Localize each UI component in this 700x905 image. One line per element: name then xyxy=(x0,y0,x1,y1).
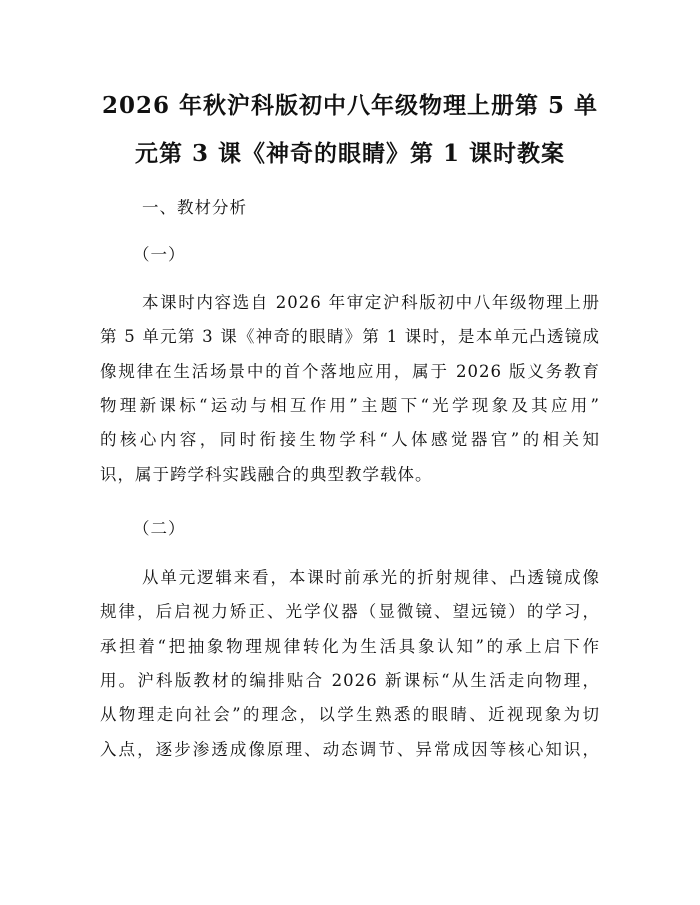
subsection-heading-2: （二） xyxy=(133,519,186,538)
paragraph-1-line-6: 识，属于跨学科实践融合的典型教学载体。 xyxy=(100,465,433,484)
paragraph-2-line-4: 用。沪科版教材的编排贴合 2026 新课标“从生活走向物理， xyxy=(100,671,600,690)
section-heading: 一、教材分析 xyxy=(142,198,247,217)
paragraph-1-line-2: 第 5 单元第 3 课《神奇的眼睛》第 1 课时，是本单元凸透镜成 xyxy=(100,327,600,346)
paragraph-1-line-1: 本课时内容选自 2026 年审定沪科版初中八年级物理上册 xyxy=(142,293,600,312)
paragraph-2-line-2: 规律，后启视力矫正、光学仪器（显微镜、望远镜）的学习， xyxy=(100,602,600,621)
paragraph-2-line-3: 承担着“把抽象物理规律转化为生活具象认知”的承上启下作 xyxy=(100,637,600,656)
paragraph-2-line-5: 从物理走向社会”的理念，以学生熟悉的眼睛、近视现象为切 xyxy=(100,705,600,724)
document-title-line-2: 元第 3 课《神奇的眼睛》第 1 课时教案 xyxy=(134,140,566,167)
paragraph-1-line-5: 的核心内容，同时衔接生物学科“人体感觉器官”的相关知 xyxy=(100,430,600,449)
paragraph-2-line-6: 入点，逐步渗透成像原理、动态调节、异常成因等核心知识， xyxy=(100,740,600,759)
paragraph-2-line-1: 从单元逻辑来看，本课时前承光的折射规律、凸透镜成像 xyxy=(142,568,600,587)
paragraph-1-line-3: 像规律在生活场景中的首个落地应用，属于 2026 版义务教育 xyxy=(100,362,600,381)
document-title-line-1: 2026 年秋沪科版初中八年级物理上册第 5 单 xyxy=(101,92,599,119)
paragraph-1-line-4: 物理新课标“运动与相互作用”主题下“光学现象及其应用” xyxy=(100,396,600,415)
subsection-heading-1: （一） xyxy=(133,245,186,264)
